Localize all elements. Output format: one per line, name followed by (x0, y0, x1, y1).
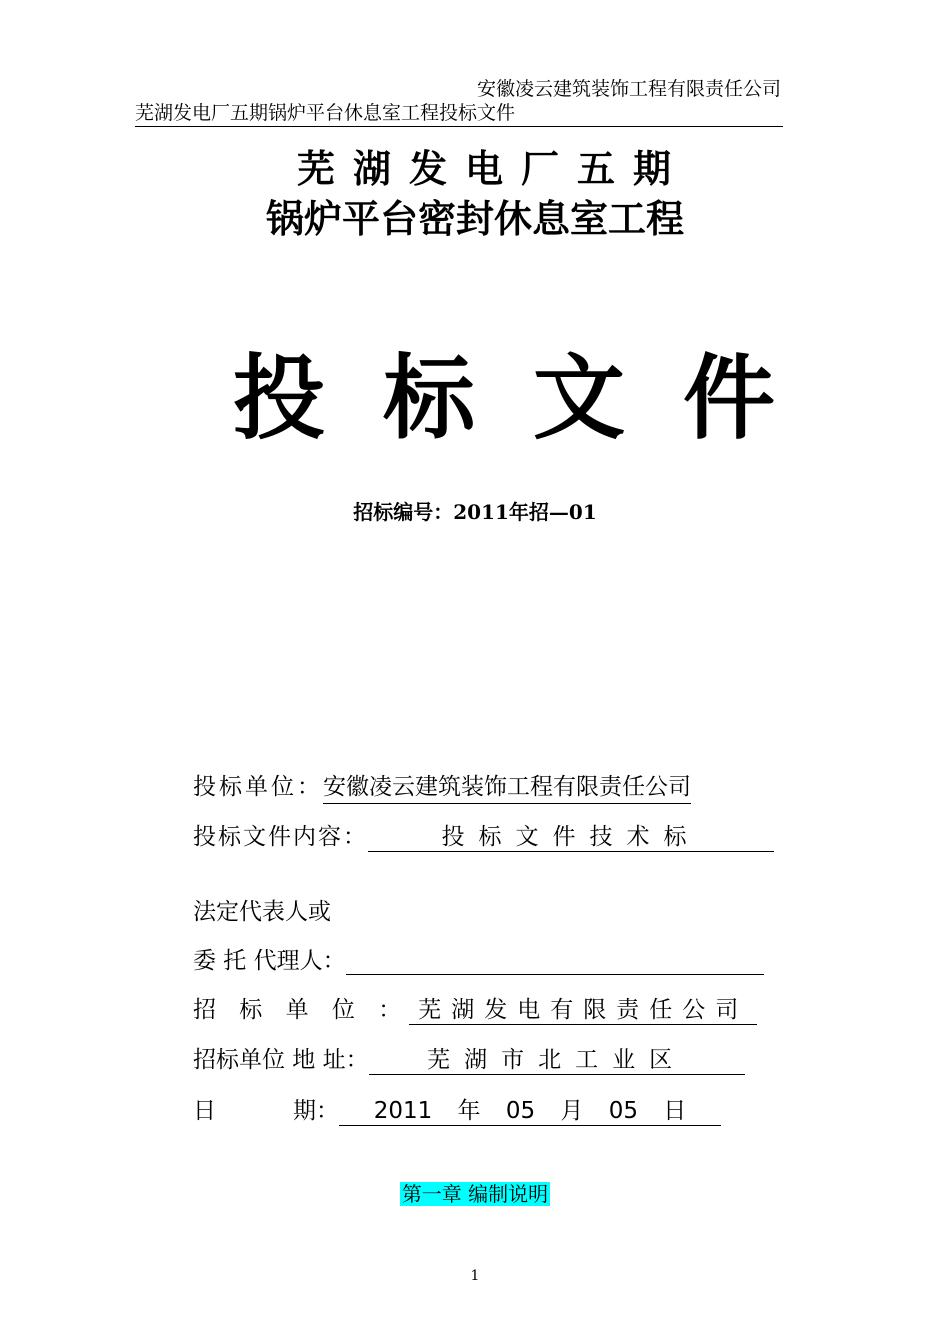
rep-row (193, 942, 764, 975)
tenderer-row (193, 991, 757, 1025)
content-value: 投标文件技术标 (368, 818, 774, 852)
bidder-label: 投标单位： (193, 774, 323, 800)
tenderer-label: 招 标 单 位 ： (193, 997, 410, 1023)
content-row (193, 818, 774, 852)
content-label: 投标文件内容： (193, 824, 368, 850)
title-line-1: 芜湖发电厂五期 (296, 147, 689, 191)
header-project-title: 芜湖发电厂五期锅炉平台休息室工程投标文件 (135, 98, 783, 127)
rep-label: 委 托 代理人： (193, 948, 346, 974)
tender-number: 招标编号：2011年招—01 (353, 500, 597, 524)
address-label: 招标单位 地 址： (193, 1047, 369, 1073)
tenderer-value: 芜湖发电有限责任公司 (409, 991, 757, 1025)
rep-value (346, 948, 764, 975)
date-row (193, 1092, 721, 1126)
document-main-title: 投标文件 (232, 345, 833, 452)
chapter-heading (0, 1178, 950, 1207)
rep-label-line-1: 法定代表人或 (193, 899, 331, 925)
page-number: 1 (470, 1268, 480, 1284)
date-label-b: 期： (293, 1098, 339, 1124)
date-value: 2011 年 05 月 05 日 (339, 1092, 721, 1126)
bidder-row (193, 768, 691, 804)
header-company: 安徽凌云建筑装饰工程有限责任公司 (477, 78, 782, 100)
bidder-value: 安徽凌云建筑装饰工程有限责任公司 (323, 768, 691, 804)
title-line-2: 锅炉平台密封休息室工程 (265, 197, 684, 241)
address-row (193, 1041, 745, 1075)
chapter-heading-text: 第一章 编制说明 (401, 1182, 549, 1206)
date-label-a: 日 (193, 1098, 216, 1124)
address-value: 芜湖市北工业区 (369, 1041, 745, 1075)
